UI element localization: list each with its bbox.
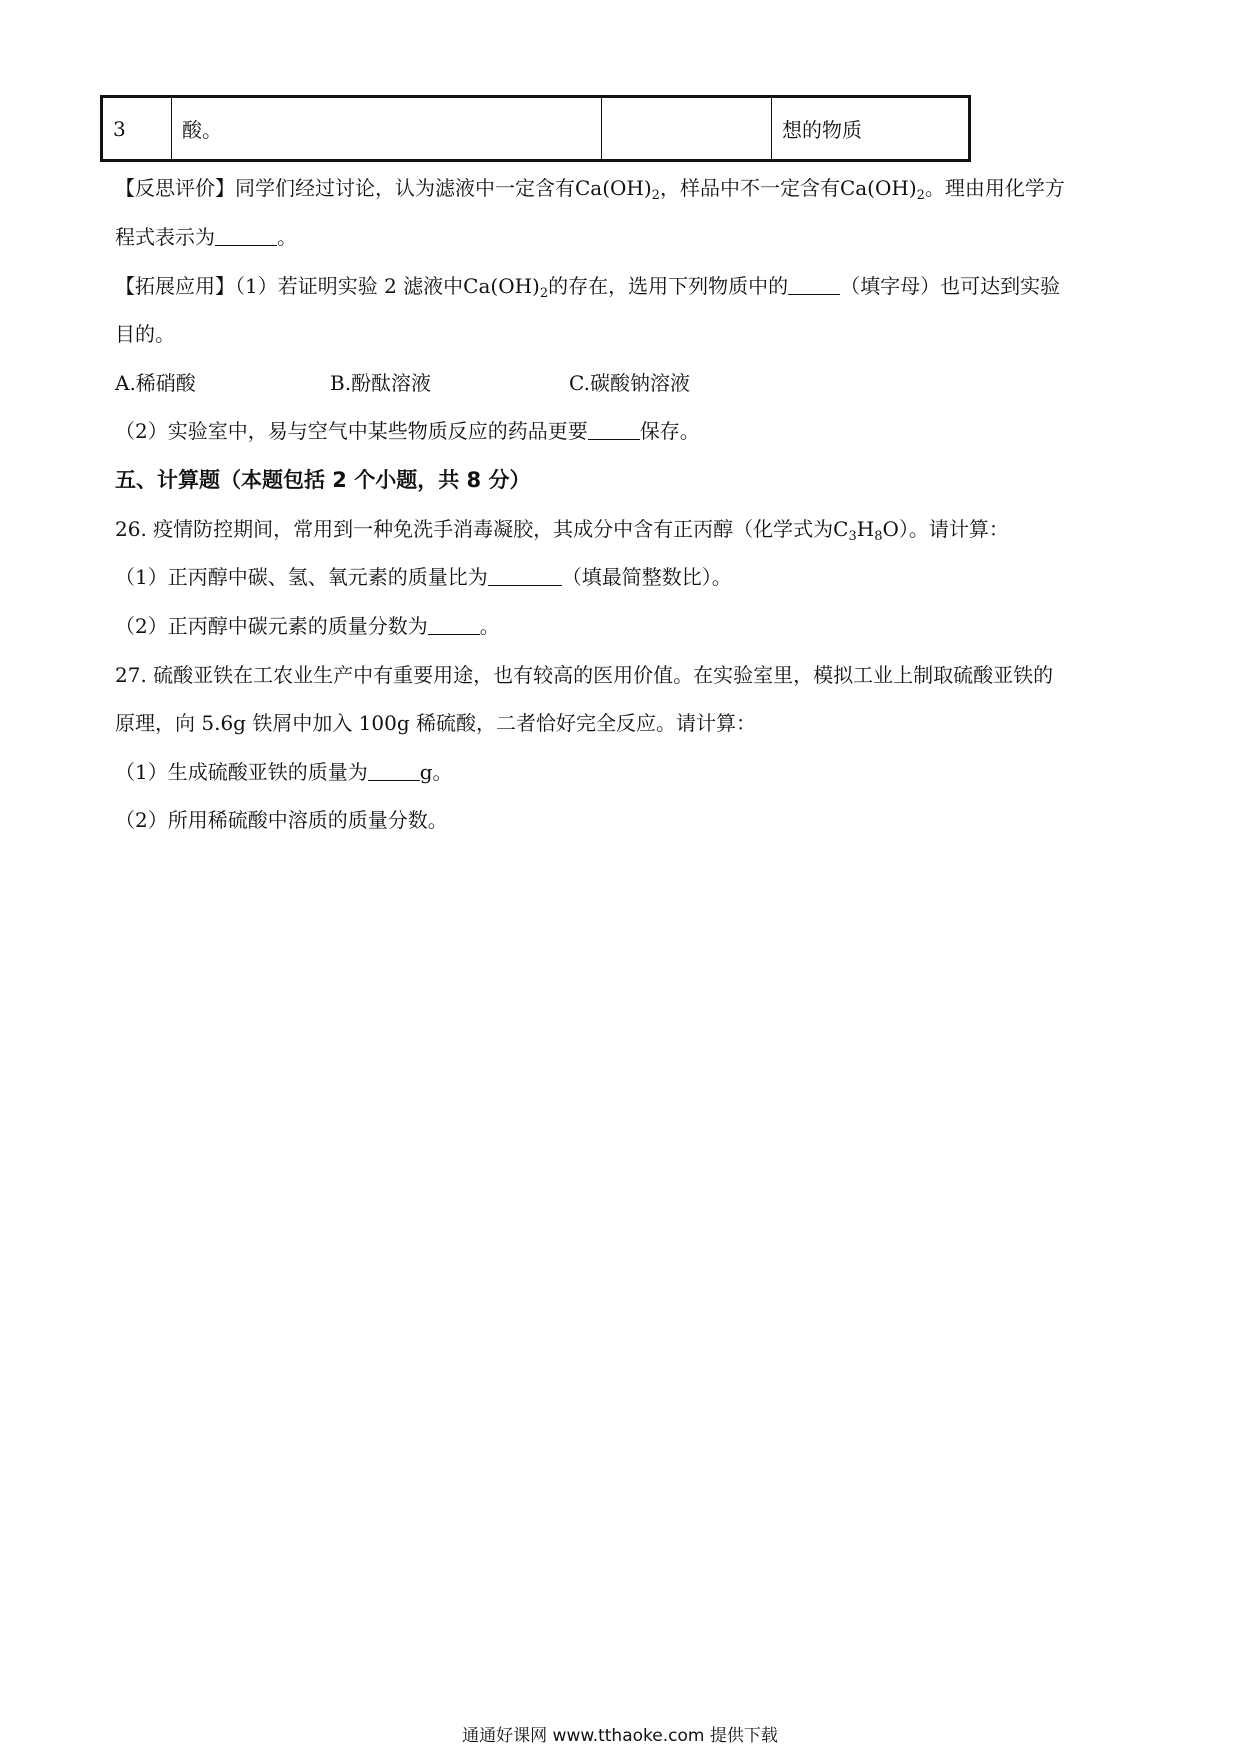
formula-c3h8o: $C_3H_8O$ — [833, 517, 899, 544]
section-heading: 五、计算题（本题包括 2 个小题，共 8 分） — [115, 468, 531, 492]
table-cell-note: 想的物质 — [772, 97, 970, 161]
extension-line-1: 【拓展应用】（1）若证明实验 2 滤液中$Ca(OH)_2$的存在，选用下列物质中的 （填字母）也可达到实验 — [115, 274, 1061, 301]
option-a: A.稀硝酸 — [115, 371, 196, 395]
answer-blank[interactable] — [428, 616, 480, 635]
answer-blank[interactable] — [788, 276, 840, 295]
formula-caoh2: $Ca(OH)_2$ — [839, 176, 925, 203]
question-27-stem-line-2: 原理，向 5.6g 铁屑中加入 100g 稀硫酸，二者恰好完全反应。请计算： — [115, 711, 757, 735]
question-26-stem: 26. 疫情防控期间，常用到一种免洗手消毒凝胶，其成分中含有正丙醇（化学式为$C_3H_8O$）。请计算： — [115, 517, 1009, 544]
question-26-part-2: （2）正丙醇中碳元素的质量分数为 。 — [115, 614, 500, 638]
question-27-part-1: （1）生成硫酸亚铁的质量为 g。 — [115, 760, 453, 784]
table-row — [102, 97, 970, 161]
table-cell-conclusion — [602, 97, 772, 161]
extension-question-2: （2）实验室中，易与空气中某些物质反应的药品更要 保存。 — [115, 419, 700, 443]
table-cell-phenomenon: 酸。 — [172, 97, 602, 161]
answer-blank[interactable] — [368, 762, 420, 781]
table-cell-number: 3 — [102, 97, 172, 161]
question-27-stem-line-1: 27. 硫酸亚铁在工农业生产中有重要用途，也有较高的医用价值。在实验室里，模拟工业上制取硫酸亚铁的 — [115, 663, 1054, 687]
reflection-line-1: 【反思评价】同学们经过讨论，认为滤液中一定含有$Ca(OH)_2$，样品中不一定含有$Ca(OH)_2$。理由用化学方 — [115, 176, 1065, 203]
formula-caoh2: $Ca(OH)_2$ — [575, 176, 660, 203]
reflection-line-2: 程式表示为 。 — [115, 225, 297, 249]
answer-blank[interactable] — [215, 227, 277, 246]
question-27-part-2: （2）所用稀硫酸中溶质的质量分数。 — [115, 808, 448, 832]
extension-line-2: 目的。 — [115, 322, 175, 346]
option-b: B.酚酞溶液 — [330, 371, 432, 395]
question-26-part-1: （1）正丙醇中碳、氢、氧元素的质量比为 （填最简整数比）。 — [115, 565, 732, 589]
page-footer: 通通好课网 www.tthaoke.com 提供下载 — [462, 1726, 778, 1746]
answer-blank[interactable] — [588, 421, 640, 440]
answer-blank[interactable] — [488, 567, 562, 586]
formula-caoh2: $Ca(OH)_2$ — [463, 274, 549, 301]
option-c: C.碳酸钠溶液 — [569, 371, 690, 395]
experiment-table-fragment — [100, 95, 971, 162]
